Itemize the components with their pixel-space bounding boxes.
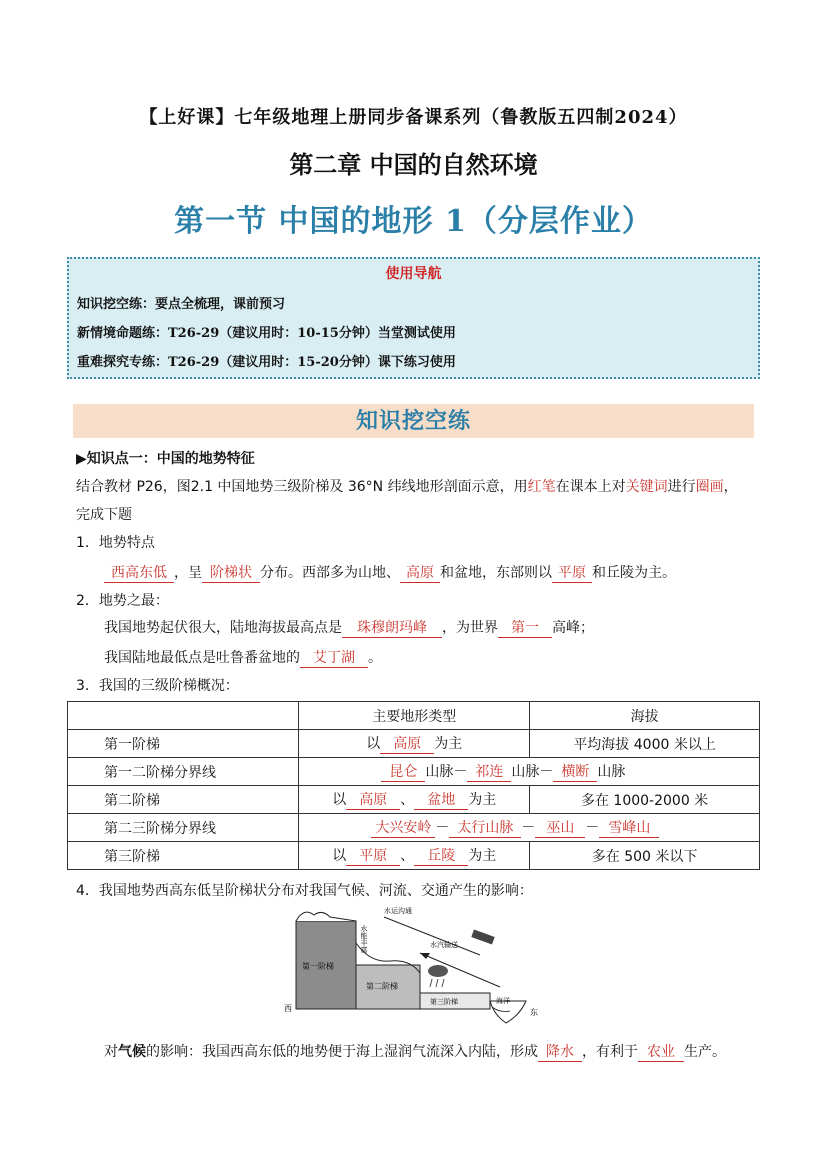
text: 、 <box>400 792 415 808</box>
west-label: 西 <box>284 1004 292 1013</box>
text: 对 <box>104 1044 118 1060</box>
row-name: 第三阶梯 <box>68 842 299 870</box>
rain-drop <box>442 979 444 987</box>
intro-keyword: 红笔 <box>527 479 556 495</box>
intro-keyword: 圈画 <box>695 479 724 495</box>
question-3-title: 3．我国的三级阶梯概况： <box>76 678 239 694</box>
text: 为主 <box>468 792 497 808</box>
answer-blank: 丘陵 <box>414 845 468 866</box>
row-name: 第一阶梯 <box>68 730 299 758</box>
text: 高峰； <box>552 620 594 636</box>
east-label: 东 <box>530 1008 538 1017</box>
answer-blank: 第一 <box>498 617 552 638</box>
usage-guide-box <box>67 257 760 379</box>
answer-blank: 西高东低 <box>104 562 174 583</box>
cloud-icon <box>428 965 448 977</box>
row-altitude: 多在 1000-2000 米 <box>530 786 760 814</box>
answer-blank: 太行山脉 <box>449 817 521 838</box>
series-title: 【上好课】七年级地理上册同步备课系列（鲁教版五四制2024） <box>139 107 688 128</box>
text: 以 <box>332 848 347 864</box>
text: 山脉－ <box>511 764 554 780</box>
guide-title: 使用导航 <box>385 266 442 282</box>
row-name: 第二三阶梯分界线 <box>68 814 299 842</box>
text: 和丘陵为主。 <box>592 565 676 581</box>
answer-blank: 农业 <box>638 1041 684 1062</box>
chapter-title: 第二章 中国的自然环境 <box>289 150 538 179</box>
answer-blank: 珠穆朗玛峰 <box>342 617 442 638</box>
transport-arrow <box>384 917 480 955</box>
intro-part: ， <box>723 479 738 495</box>
mountain-peak-shape <box>296 912 356 921</box>
text: 我国陆地最低点是吐鲁番盆地的 <box>104 650 300 666</box>
table-row <box>68 730 760 758</box>
intro-part: 进行 <box>667 479 696 495</box>
answer-blank: 高原 <box>380 733 434 754</box>
answer-blank: 降水 <box>538 1041 582 1062</box>
intro-text <box>76 476 766 496</box>
table-row <box>68 758 760 786</box>
step-3-label: 第三阶梯 <box>430 998 458 1006</box>
row-boundary <box>299 758 760 786</box>
section-banner: 知识挖空练 <box>73 404 754 438</box>
ship-icon <box>471 929 494 944</box>
water-vapor-label: 水汽输送 <box>430 941 458 949</box>
table-header-cell: 主要地形类型 <box>299 702 530 730</box>
intro-part: 在课本上对 <box>555 479 626 495</box>
terrain-step-diagram <box>280 903 550 1033</box>
water-transport-label: 水运沟通 <box>384 907 412 915</box>
question-2-line-2 <box>104 647 382 668</box>
answer-blank: 高原 <box>400 562 440 583</box>
question-1-line <box>104 562 676 583</box>
water-power-label: 水能丰富 <box>360 925 368 953</box>
answer-blank: 高原 <box>346 789 400 810</box>
keyword: 气候 <box>118 1044 146 1060</box>
text: 为主 <box>468 848 497 864</box>
guide-line-3: 重难探究专练：T26-29（建议用时：15-20分钟）课下练习使用 <box>77 355 456 370</box>
row-landform <box>299 842 530 870</box>
sea-label: 海洋 <box>496 997 510 1005</box>
table-row <box>68 814 760 842</box>
row-altitude: 平均海拔 4000 米以上 <box>530 730 760 758</box>
answer-blank: 昆仑 <box>381 761 425 782</box>
answer-blank: 祁连 <box>467 761 511 782</box>
arrow-head <box>420 953 430 959</box>
text: ，为世界 <box>442 620 498 636</box>
table-row <box>68 786 760 814</box>
text: 我国地势起伏很大，陆地海拔最高点是 <box>104 620 342 636</box>
intro-keyword: 关键词 <box>625 479 668 495</box>
intro-text-line2: 完成下题 <box>76 507 132 523</box>
text: 生产。 <box>684 1044 726 1060</box>
answer-blank: 盆地 <box>414 789 468 810</box>
table-row <box>68 842 760 870</box>
row-altitude: 多在 500 米以下 <box>530 842 760 870</box>
text: － <box>585 820 600 836</box>
section-title: 第一节 中国的地形 1（分层作业） <box>174 204 653 239</box>
text: 、 <box>400 848 415 864</box>
knowledge-heading: ▶知识点一：中国的地势特征 <box>76 451 255 467</box>
text: 和盆地，东部则以 <box>440 565 552 581</box>
row-name: 第一二阶梯分界线 <box>68 758 299 786</box>
row-name: 第二阶梯 <box>68 786 299 814</box>
answer-blank: 艾丁湖 <box>300 647 368 668</box>
answer-blank: 横断 <box>553 761 597 782</box>
rain-drop <box>430 979 432 987</box>
table-header-cell: 海拔 <box>530 702 760 730</box>
row-landform <box>299 730 530 758</box>
answer-blank: 阶梯状 <box>202 562 260 583</box>
question-4-title: 4．我国地势西高东低呈阶梯状分布对我国气候、河流、交通产生的影响： <box>76 883 533 899</box>
text: 为主 <box>434 736 463 752</box>
terrain-steps-table <box>67 701 760 870</box>
question-2-line-1 <box>104 617 594 638</box>
answer-blank: 平原 <box>552 562 592 583</box>
guide-line-2: 新情境命题练：T26-29（建议用时：10-15分钟）当堂测试使用 <box>77 326 456 341</box>
text: － <box>521 820 536 836</box>
text: 分布。西部多为山地、 <box>260 565 400 581</box>
question-4-climate-line <box>104 1041 726 1062</box>
text: 的影响：我国西高东低的地势便于海上湿润气流深入内陆，形成 <box>146 1044 538 1060</box>
text: 山脉－ <box>425 764 468 780</box>
intro-part: 结合教材 P26，图2.1 中国地势三级阶梯及 36°N 纬线地形剖面示意，用 <box>76 479 528 495</box>
text: ，有利于 <box>582 1044 638 1060</box>
text: 。 <box>368 650 382 666</box>
rain-drop <box>436 979 438 987</box>
question-2-title: 2．地势之最： <box>76 593 169 609</box>
answer-blank: 平原 <box>346 845 400 866</box>
row-boundary <box>299 814 760 842</box>
step-2-label: 第二阶梯 <box>366 982 398 991</box>
guide-line-1: 知识挖空练：要点全梳理，课前预习 <box>77 297 286 312</box>
answer-blank: 雪峰山 <box>599 817 659 838</box>
text: 山脉 <box>597 764 626 780</box>
row-landform <box>299 786 530 814</box>
step-1-label: 第一阶梯 <box>302 962 334 971</box>
table-header-row <box>68 702 760 730</box>
answer-blank: 大兴安岭 <box>371 817 435 838</box>
table-header-cell <box>68 702 299 730</box>
answer-blank: 巫山 <box>535 817 585 838</box>
question-1-title: 1．地势特点 <box>76 535 155 551</box>
text: 以 <box>366 736 381 752</box>
text: ，呈 <box>174 565 202 581</box>
text: － <box>435 820 450 836</box>
text: 以 <box>332 792 347 808</box>
